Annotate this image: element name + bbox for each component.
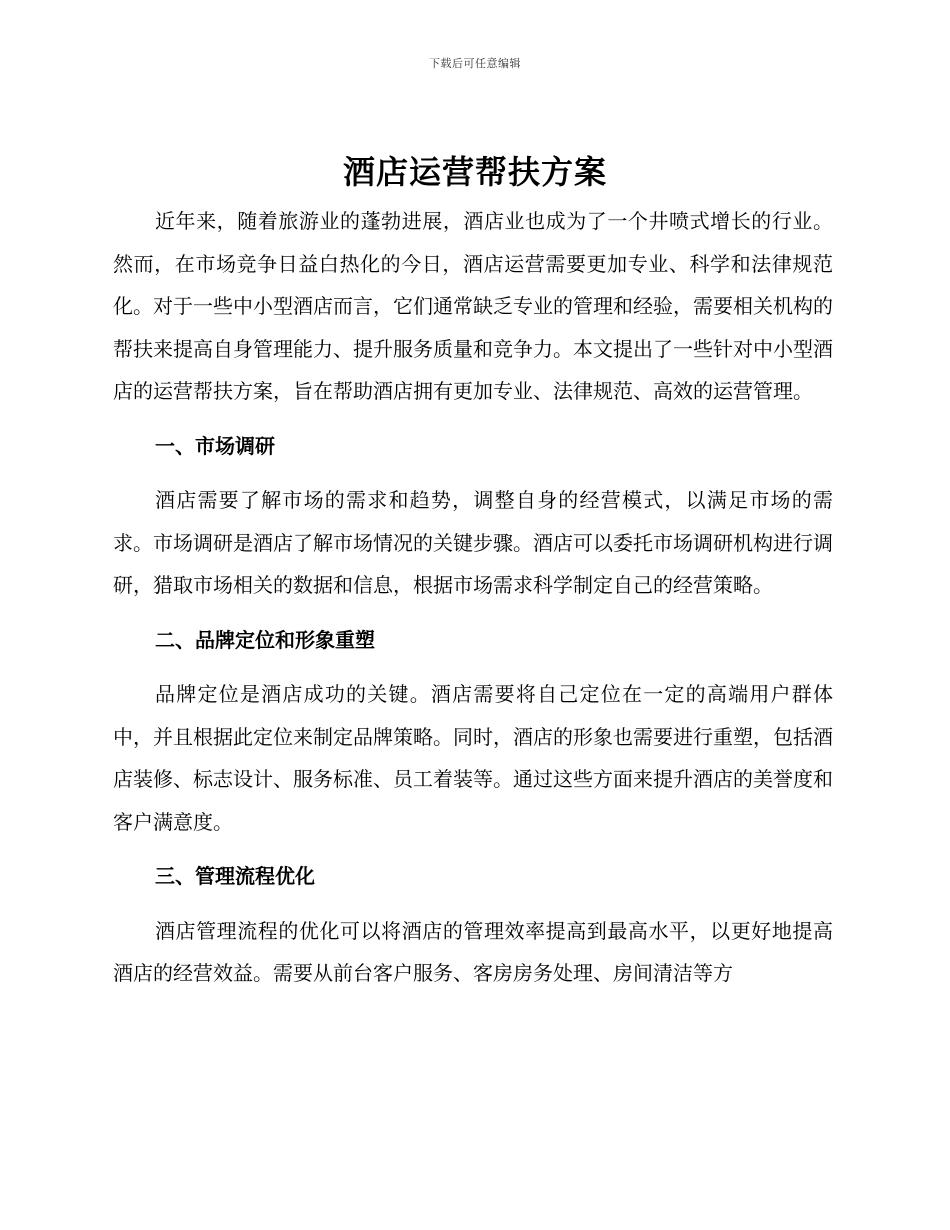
section-heading-process-optimization: 三、管理流程优化 [155, 864, 315, 888]
document-title: 酒店运营帮扶方案 [342, 153, 607, 191]
brand-positioning-paragraph: 品牌定位是酒店成功的关键。酒店需要将自己定位在一定的高端用户群体中，并且根据此定位来制定品牌策略。同时，酒店的形象也需要进行重塑，包括酒店装修、标志设计、服务标准、员工着装等。通过这些方面来提升酒店的美誉度和客户满意度。 [113, 682, 833, 834]
intro-paragraph: 近年来，随着旅游业的蓬勃进展，酒店业也成为了一个井喷式增长的行业。然而，在市场竞争日益白热化的今日，酒店运营需要更加专业、科学和法律规范化。对于一些中小型酒店而言，它们通常缺乏专业的管理和经验，需要相关机构的帮扶来提高自身管理能力、提升服务质量和竞争力。本文提出了一些针对中小型酒店的运营帮扶方案，旨在帮助酒店拥有更加专业、法律规范、高效的运营管理。 [113, 209, 833, 403]
section-heading-brand-positioning: 二、品牌定位和形象重塑 [155, 627, 375, 652]
market-research-paragraph: 酒店需要了解市场的需求和趋势，调整自身的经营模式，以满足市场的需求。市场调研是酒店了解市场情况的关键步骤。酒店可以委托市场调研机构进行调研，猎取市场相关的数据和信息，根据市场需求科学制定自己的经营策略。 [113, 488, 833, 597]
document-body [113, 200, 833, 995]
process-optimization-paragraph: 酒店管理流程的优化可以将酒店的管理效率提高到最高水平，以更好地提高酒店的经营效益。需要从前台客户服务、客房房务处理、房间清洁等方 [113, 918, 833, 985]
section-heading-market-research: 一、市场调研 [155, 433, 275, 458]
header-note: 下载后可任意编辑 [429, 57, 521, 70]
